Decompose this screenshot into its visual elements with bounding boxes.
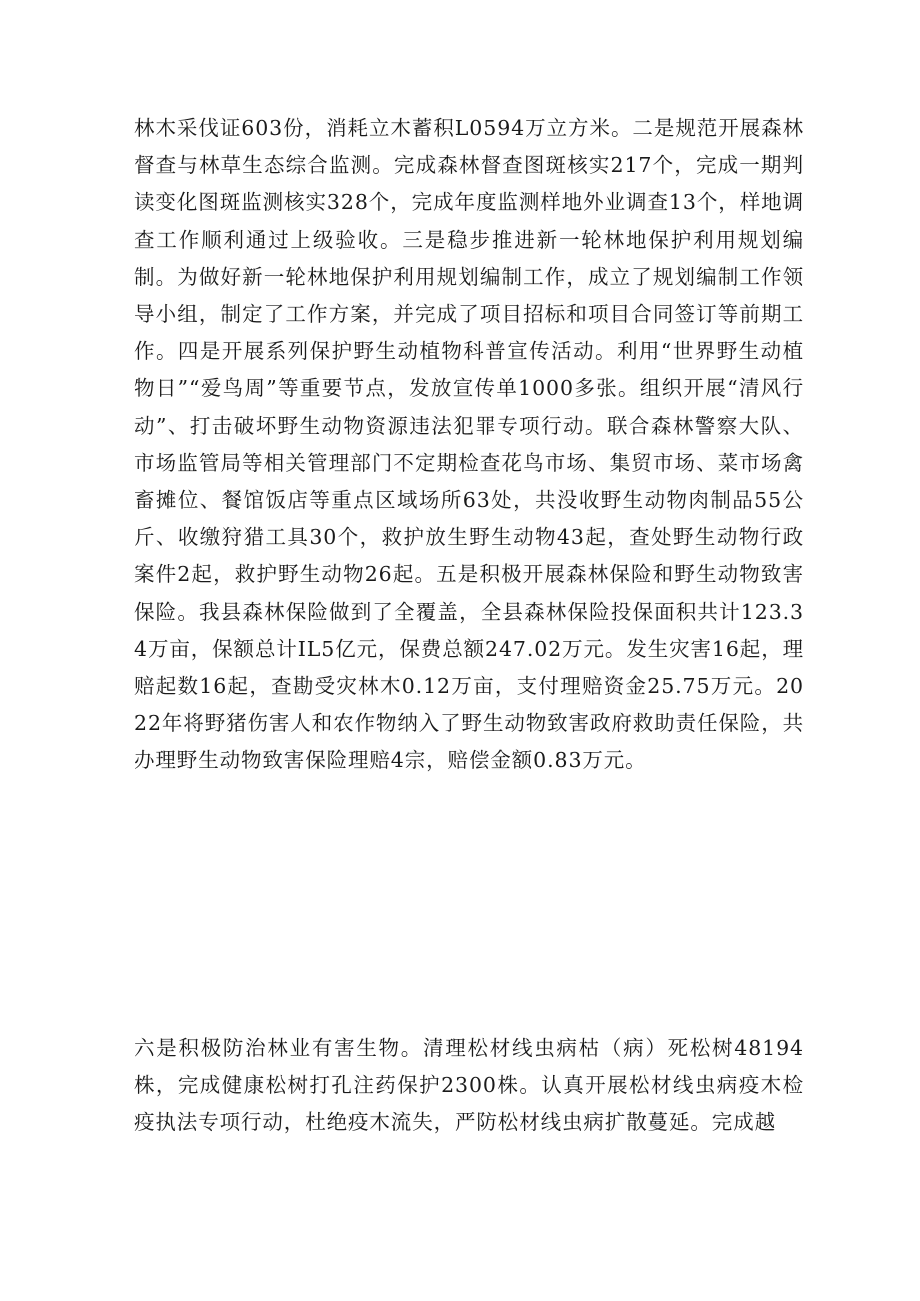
body-paragraph: 林木采伐证603份，消耗立木蓄积L0594万立方米。二是规范开展森林督查与林草生态综合监测。完成森林督查图斑核实217个，完成一期判读变化图斑监测核实328个，完成年度监测样地外业调查13个，样地调查工作顺利通过上级验收。三是稳步推进新一轮林地保护利用规划编制。为做好新一轮林地保护利用规划编制工作，成立了规划编制工作领导小组，制定了工作方案，并完成了项目招标和项目合同签订等前期工作。四是开展系列保护野生动植物科普宣传活动。利用“世界野生动植物日”“爱鸟周”等重要节点，发放宣传单1000多张。组织开展“清风行动”、打击破坏野生动物资源违法犯罪专项行动。联合森林警察大队、市场监管局等相关管理部门不定期检查花鸟市场、集贸市场、菜市场禽畜摊位、餐馆饭店等重点区域场所63处，共没收野生动物肉制品55公斤、收缴狩猎工具30个，救护放生野生动物43起，查处野生动物行政案件2起，救护野生动物26起。五是积极开展森林保险和野生动物致害保险。我县森林保险做到了全覆盖，全县森林保险投保面积共计123.34万亩，保额总计IL5亿元，保费总额247.02万元。发生灾害16起，理赔起数16起，查勘受灾林木0.12万亩，支付理赔资金25.75万元。2022年将野猪伤害人和农作物纳入了野生动物致害政府救助责任保险，共办理野生动物致害保险理赔4宗，赔偿金额0.83万元。 (134, 116, 805, 773)
body-paragraph: 六是积极防治林业有害生物。清理松材线虫病枯（病）死松树48194株，完成健康松树打孔注药保护2300株。认真开展松材线虫病疫木检疫执法专项行动，杜绝疫木流失，严防松材线虫病扩散蔓延。完成越 (134, 1036, 804, 1135)
